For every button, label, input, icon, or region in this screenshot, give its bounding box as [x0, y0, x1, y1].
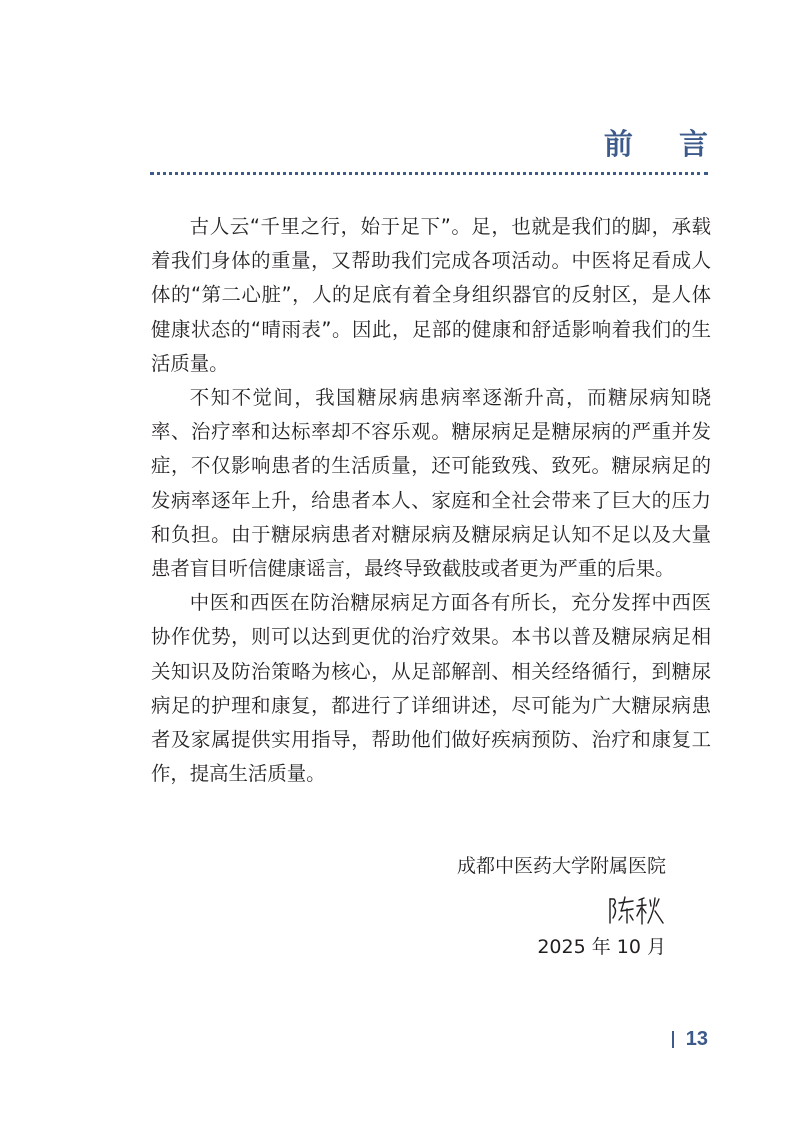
preface-body — [151, 210, 711, 791]
page-number-text: 13 — [685, 1028, 708, 1050]
signature-organization: 成都中医药大学附属医院 — [456, 855, 666, 877]
page-number-bar — [672, 1031, 674, 1048]
signature-date: 2025 年 10 月 — [537, 936, 666, 958]
page-number — [672, 1024, 708, 1054]
title-dotted-divider — [150, 172, 708, 175]
paragraph-2: 不知不觉间，我国糖尿病患病率逐渐升高，而糖尿病知晓率、治疗率和达标率却不容乐观。糖尿病足是糖尿病的严重并发症，不仅影响患者的生活质量，还可能致残、致死。糖尿病足的发病率逐年上升，给患者本人、家庭和全社会带来了巨大的压力和负担。由于糖尿病患者对糖尿病及糖尿病足认知不足以及大量患者盲目听信健康谣言，最终导致截肢或者更为严重的后果。 — [151, 386, 711, 581]
paragraph-1: 古人云“千里之行，始于足下”。足，也就是我们的脚，承载着我们身体的重量，又帮助我们完成各项活动。中医将足看成人体的“第二心脏”，人的足底有着全身组织器官的反射区，是人体健康状态的“晴雨表”。因此，足部的健康和舒适影响着我们的生活质量。 — [151, 215, 711, 375]
page-title: 前 言 — [603, 127, 726, 161]
paragraph-3: 中医和西医在防治糖尿病足方面各有所长，充分发挥中西医协作优势，则可以达到更优的治疗效果。本书以普及糖尿病足相关知识及防治策略为核心，从足部解剖、相关经络循行，到糖尿病足的护理和康复，都进行了详细讲述，尽可能为广大糖尿病患者及家属提供实用指导，帮助他们做好疾病预防、治疗和康复工作，提高生活质量。 — [151, 591, 711, 786]
signature-handwritten — [606, 894, 666, 928]
